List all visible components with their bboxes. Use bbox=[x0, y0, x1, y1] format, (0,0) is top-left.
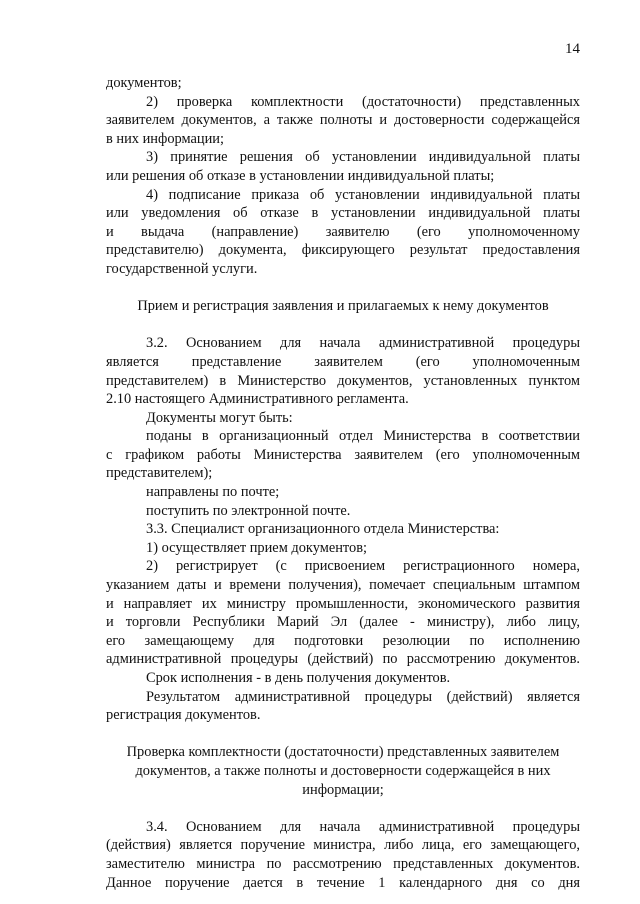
text-line: 4) подписание приказа об установлении индивидуальной платы bbox=[146, 186, 580, 203]
paragraph-gap bbox=[106, 279, 580, 298]
paragraph-gap bbox=[106, 316, 580, 335]
text-line: или уведомления об отказе в установлении индивидуальной платы bbox=[106, 205, 580, 222]
text-line: или решения об отказе в установлении индивидуальной платы; bbox=[106, 167, 495, 184]
paragraph-gap bbox=[106, 799, 580, 818]
text-line: поданы в организационный отдел Министерства в соответствии bbox=[146, 428, 580, 445]
text-line: государственной услуги. bbox=[106, 260, 258, 277]
text-line: и торговли Республики Марий Эл (далее - министру), либо лицу, bbox=[106, 614, 580, 631]
text-line: Результатом административной процедуры (действий) является bbox=[146, 688, 580, 705]
text-line: 3.3. Специалист организационного отдела Министерства: bbox=[146, 521, 500, 538]
text-line: 3.2. Основанием для начала административной процедуры bbox=[146, 335, 580, 352]
text-line: с графиком работы Министерства заявителем (его уполномоченным bbox=[106, 446, 580, 463]
text-line: (действия) является поручение министра, либо лица, его замещающего, bbox=[106, 837, 580, 854]
text-line: административной процедуры (действий) по рассмотрению документов. bbox=[106, 651, 580, 668]
text-line: представителю) документа, фиксирующего результат предоставления bbox=[106, 242, 580, 259]
text-line: Срок исполнения - в день получения документов. bbox=[146, 670, 451, 686]
text-line: его замещающему для подготовки резолюции по исполнению bbox=[106, 632, 580, 649]
text-line: 2) проверка комплектности (достаточности) представленных bbox=[146, 93, 580, 110]
text-line: заместителю министра по рассмотрению представленных документов. bbox=[106, 855, 580, 872]
text-line: регистрация документов. bbox=[106, 707, 261, 724]
text-line: направлены по почте; bbox=[146, 484, 280, 501]
text-line: 2) регистрирует (с присвоением регистрационного номера, bbox=[146, 558, 580, 575]
page-number: 14 bbox=[565, 41, 580, 57]
text-line: поступить по электронной почте. bbox=[146, 502, 351, 519]
text-line: 3.4. Основанием для начала административной процедуры bbox=[146, 818, 580, 835]
text-line: является представление заявителем (его уполномоченным bbox=[106, 353, 580, 370]
text-line: заявителем документов, а также полноты и достоверности содержащейся bbox=[106, 112, 580, 129]
text-line: 2.10 настоящего Административного регламента. bbox=[106, 391, 409, 408]
document-body bbox=[106, 74, 580, 892]
text-line: 3) принятие решения об установлении индивидуальной платы bbox=[146, 149, 580, 166]
text-line: и выдача (направление) заявителю (его уполномоченному bbox=[106, 223, 580, 240]
text-line: представителем) в Министерство документов, установленных пунктом bbox=[106, 372, 580, 389]
text-line: указанием даты и времени получения), помечает специальным штампом bbox=[106, 577, 580, 594]
text-line: и направляет их министру промышленности, экономического развития bbox=[106, 595, 580, 612]
text-line: Данное поручение дается в течение 1 календарного дня со дня bbox=[106, 874, 580, 891]
section-heading-line: Проверка комплектности (достаточности) представленных заявителем bbox=[126, 744, 560, 761]
text-line: в них информации; bbox=[106, 130, 224, 147]
text-line: Документы могут быть: bbox=[146, 409, 293, 426]
text-line: документов; bbox=[106, 75, 182, 91]
section-heading-line: документов, а также полноты и достоверности содержащейся в них bbox=[135, 762, 551, 779]
paragraph-gap bbox=[106, 725, 580, 744]
section-heading-line: информации; bbox=[302, 781, 384, 798]
section-heading-line: Прием и регистрация заявления и прилагаемых к нему документов bbox=[137, 298, 549, 315]
text-line: представителем); bbox=[106, 465, 213, 482]
text-line: 1) осуществляет прием документов; bbox=[146, 539, 367, 556]
